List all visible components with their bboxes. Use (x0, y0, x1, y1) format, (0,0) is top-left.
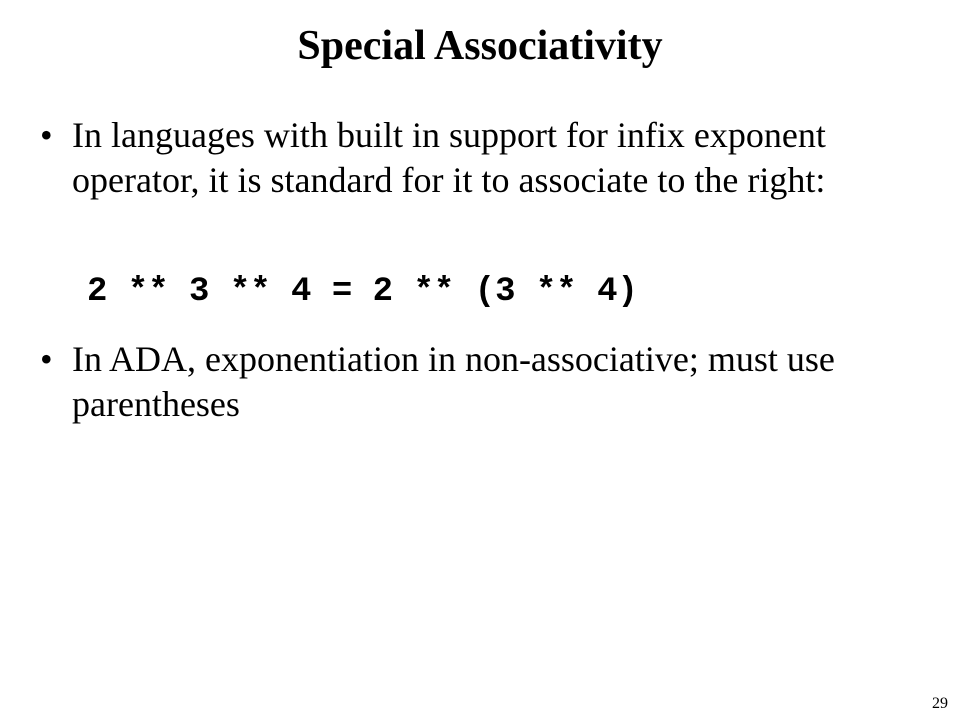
bullet-text: In ADA, exponentiation in non-associative; must use parentheses (72, 339, 835, 424)
bullet-marker: • (40, 339, 53, 379)
bullet-item (40, 337, 920, 427)
bullet-text: In languages with built in support for infix exponent operator, it is standard for it to associate to the right: (72, 115, 826, 200)
bullet-marker: • (40, 115, 53, 155)
page-number: 29 (932, 695, 948, 712)
code-example: 2 ** 3 ** 4 = 2 ** (3 ** 4) (87, 273, 638, 311)
bullet-item (40, 113, 920, 203)
slide-title: Special Associativity (297, 23, 663, 69)
